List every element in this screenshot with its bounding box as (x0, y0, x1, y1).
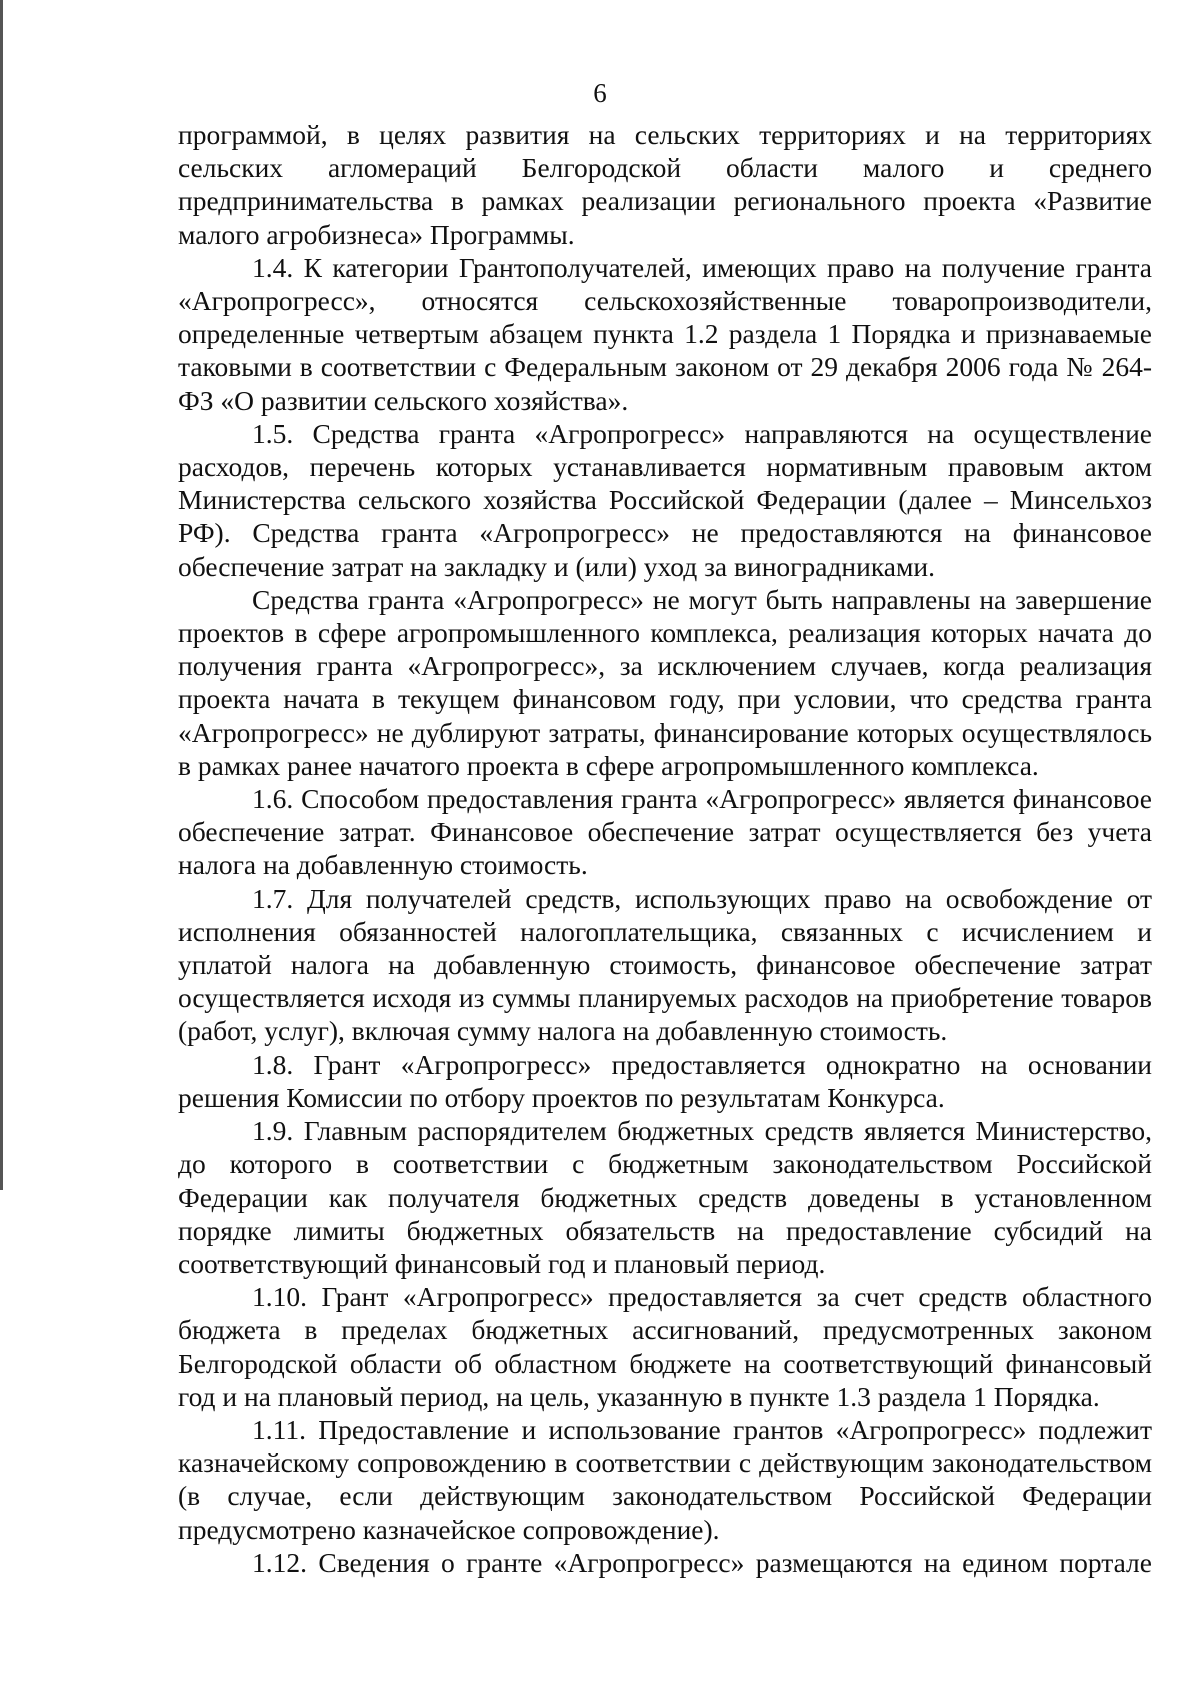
paragraph-1-10: 1.10. Грант «Агропрогресс» предоставляется за счет средств областного бюджета в пределах бюджетных ассигнований, предусмотренных законом Белгородской области об областном бюджете на соответствующий финансовый год и на плановый период, на цель, указанную в пункте 1.3 раздела 1 Порядка. (178, 1281, 1152, 1412)
paragraph-1-12: 1.12. Сведения о гранте «Агропрогресс» размещаются на едином портале (252, 1546, 1152, 1578)
paragraph-1-7: 1.7. Для получателей средств, использующих право на освобождение от исполнения обязанностей налогоплательщика, связанных с исчислением и уплатой налога на добавленную стоимость, финансовое обеспечение затрат осуществляется исходя из суммы планируемых расходов на приобретение товаров (работ, услуг), включая сумму налога на добавленную стоимость. (178, 882, 1152, 1047)
scan-edge-line (0, 0, 3, 1190)
document-body (178, 118, 1152, 1579)
page-number: 6 (593, 78, 607, 108)
paragraph-1-5: 1.5. Средства гранта «Агропрогресс» направляются на осуществление расходов, перечень которых устанавливается нормативным правовым актом Министерства сельского хозяйства Российской Федерации (далее – Минсельхоз РФ). Средства гранта «Агропрогресс» не предоставляются на финансовое обеспечение затрат на закладку и (или) уход за виноградниками. (178, 417, 1152, 582)
paragraph-1-6: 1.6. Способом предоставления гранта «Агропрогресс» является финансовое обеспечение затрат. Финансовое обеспечение затрат осуществляется без учета налога на добавленную стоимость. (178, 783, 1152, 881)
paragraph-1-4: 1.4. К категории Грантополучателей, имеющих право на получение гранта «Агропрогресс», относятся сельскохозяйственные товаропроизводители, определенные четвертым абзацем пункта 1.2 раздела 1 Порядка и признаваемые таковыми в соответствии с Федеральным законом от 29 декабря 2006 года № 264-ФЗ «О развитии сельского хозяйства». (178, 251, 1152, 416)
paragraph-1-5-continued: Средства гранта «Агропрогресс» не могут быть направлены на завершение проектов в сфере агропромышленного комплекса, реализация которых начата до получения гранта «Агропрогресс», за исключением случаев, когда реализация проекта начата в текущем финансовом году, при условии, что средства гранта «Агропрогресс» не дублируют затраты, финансирование которых осуществлялось в рамках ранее начатого проекта в сфере агропромышленного комплекса. (178, 583, 1152, 781)
paragraph-programme-continuation: программой, в целях развития на сельских территориях и на территориях сельских агломераций Белгородской области малого и среднего предпринимательства в рамках реализации регионального проекта «Развитие малого агробизнеса» Программы. (178, 119, 1152, 250)
paragraph-1-9: 1.9. Главным распорядителем бюджетных средств является Министерство, до которого в соответствии с бюджетным законодательством Российской Федерации как получателя бюджетных средств доведены в установленном порядке лимиты бюджетных обязательств на предоставление субсидий на соответствующий финансовый год и плановый период. (178, 1115, 1152, 1279)
paragraph-1-11: 1.11. Предоставление и использование грантов «Агропрогресс» подлежит казначейскому сопровождению в соответствии с действующим законодательством (в случае, если действующим законодательством Российской Федерации предусмотрено казначейское сопровождение). (178, 1413, 1152, 1545)
paragraph-1-8: 1.8. Грант «Агропрогресс» предоставляется однократно на основании решения Комиссии по отбору проектов по результатам Конкурса. (178, 1048, 1152, 1113)
